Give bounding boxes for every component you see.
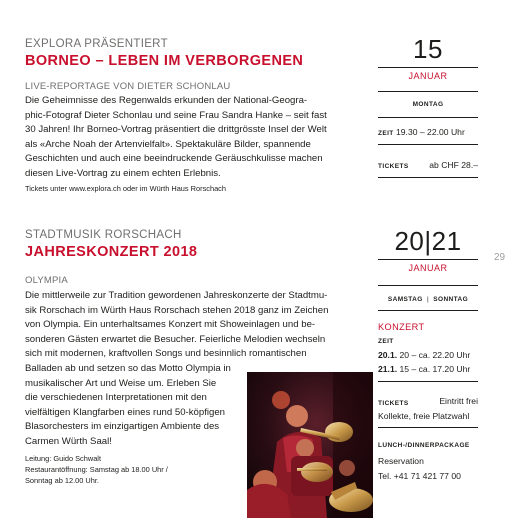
event2-tickets-value-2: Kollekte, freie Platzwahl: [378, 411, 470, 421]
event2-restaurant-line: Sonntag ab 12.00 Uhr.: [25, 475, 99, 485]
sidebar-divider: [378, 91, 478, 92]
event2-time-range: 15 – ca. 17.20 Uhr: [399, 364, 471, 374]
event2-subtitle: OLYMPIA: [25, 275, 68, 286]
event2-date-day: 20|21: [394, 226, 462, 256]
sidebar-divider: [378, 381, 478, 382]
event2-body-line: vielfältigen Klangfarben eines rund 50-köpfigen: [25, 406, 226, 418]
event2-time-range: 20 – ca. 22.20 Uhr: [399, 350, 471, 360]
event1-weekday: MONTAG: [412, 101, 444, 108]
event2-lunch-label: LUNCH-/DINNERPACKAGE: [378, 442, 470, 449]
event2-phone: Tel. +41 71 421 77 00: [378, 471, 461, 481]
event2-body-line: die verschiedenen Interpretationen mit den: [25, 392, 207, 404]
event2-tickets-label: TICKETS: [378, 400, 409, 407]
concert-photo: [247, 372, 373, 518]
event1-time-label: ZEIT: [378, 130, 394, 137]
sidebar-divider: [378, 427, 478, 428]
event1-tickets-note: Tickets unter www.explora.ch oder im Würth Haus Rorschach: [25, 184, 226, 193]
event2-weekday-saturday: SAMSTAG: [387, 296, 423, 303]
event2-body-line: Die mittlerweile zur Tradition gewordenen Jahreskonzerte der Stadtmu-: [25, 290, 328, 301]
sidebar-divider: [378, 310, 478, 311]
event2-kicker: STADTMUSIK RORSCHACH: [25, 229, 182, 241]
event2-body-line: Balladen ab und setzen so das Motto Olympia in: [25, 362, 231, 374]
event1-description: [25, 94, 367, 182]
event1-title: BORNEO – LEBEN IM VERBORGENEN: [25, 53, 304, 69]
event2-tickets-value-1: Eintritt frei: [439, 396, 478, 406]
event2-time-label: ZEIT: [378, 338, 394, 345]
event2-restaurant-line: Restaurantöffnung: Samstag ab 18.00 Uhr /: [25, 465, 168, 474]
event2-restaurant: [25, 465, 168, 486]
sidebar-divider: [378, 285, 478, 286]
event2-time-date: 21.1.: [378, 364, 398, 374]
event1-body-line: Geschichten und auch eine beeindruckende Geräuschkulisse machen: [25, 153, 323, 165]
event2-body-line: sonderen Gästen erwartet die Besucher. Feierliche Melodien wechseln: [25, 333, 326, 345]
event2-lunch-value: Reservation: [378, 456, 424, 466]
event1-subtitle: LIVE-REPORTAGE VON DIETER SCHONLAU: [25, 81, 231, 92]
page-number: 29: [494, 252, 506, 263]
event1-body-line: diesen Live-Vortrag zu einem echten Erlebnis.: [25, 167, 221, 179]
event2-body-line: sik Rorschach im Würth Haus Rorschach stehen 2018 ganz im Zeichen: [25, 304, 329, 316]
event2-date-month: JANUAR: [408, 263, 448, 273]
event2-weekdays: [378, 296, 478, 303]
event1-time-value: 19.30 – 22.00 Uhr: [396, 127, 465, 137]
event1-kicker: EXPLORA PRÄSENTIERT: [25, 38, 168, 50]
date-divider: [378, 259, 478, 260]
event2-category: KONZERT: [378, 322, 425, 332]
event2-time-line-1: [378, 350, 470, 360]
date-divider: [378, 67, 478, 68]
event1-body-line: Die Geheimnisse des Regenwalds erkunden der National-Geogra-: [25, 95, 308, 106]
event2-time-line-2: [378, 364, 470, 374]
event1-date-month: JANUAR: [408, 71, 448, 81]
event1-body-line: als «Arche Noah der Artenvielfalt». Spektakuläre Bilder, spannende: [25, 138, 311, 150]
event2-title: JAHRESKONZERT 2018: [25, 244, 198, 260]
event2-weekday-sunday: SONNTAG: [433, 296, 469, 303]
event2-leitung: Leitung: Guido Schwalt: [25, 454, 102, 463]
sidebar-divider: [378, 177, 478, 178]
event2-body-line: sich mit modernen, kraftvollen Songs und besinnlich romantischen: [25, 348, 307, 360]
sidebar-divider: [378, 117, 478, 118]
event1-body-line: phic-Fotograf Dieter Schonlau und seine Frau Sandra Hanke – seit fast: [25, 109, 327, 121]
event2-body-line: Carmen Würth Saal!: [25, 435, 112, 447]
event2-time-date: 20.1.: [378, 350, 398, 360]
event2-body-line: von Olympia. Ein unterhaltsames Konzert mit Showeinlagen und be-: [25, 319, 316, 331]
event2-body-line: musikalischer Art und Weise um. Erleben Sie: [25, 377, 217, 389]
sidebar-divider: [378, 144, 478, 145]
event2-body-line: Blasorchesters im einzigartigen Ambiente des: [25, 421, 220, 433]
event1-date-day: 15: [413, 34, 443, 64]
weekday-separator: |: [426, 296, 430, 303]
event1-tickets-label: TICKETS: [378, 163, 409, 170]
event1-tickets-value: ab CHF 28.–: [429, 160, 478, 170]
event1-body-line: 30 Jahren! Ihr Borneo-Vortrag präsentiert die drittgrösste Insel der Welt: [25, 124, 327, 136]
